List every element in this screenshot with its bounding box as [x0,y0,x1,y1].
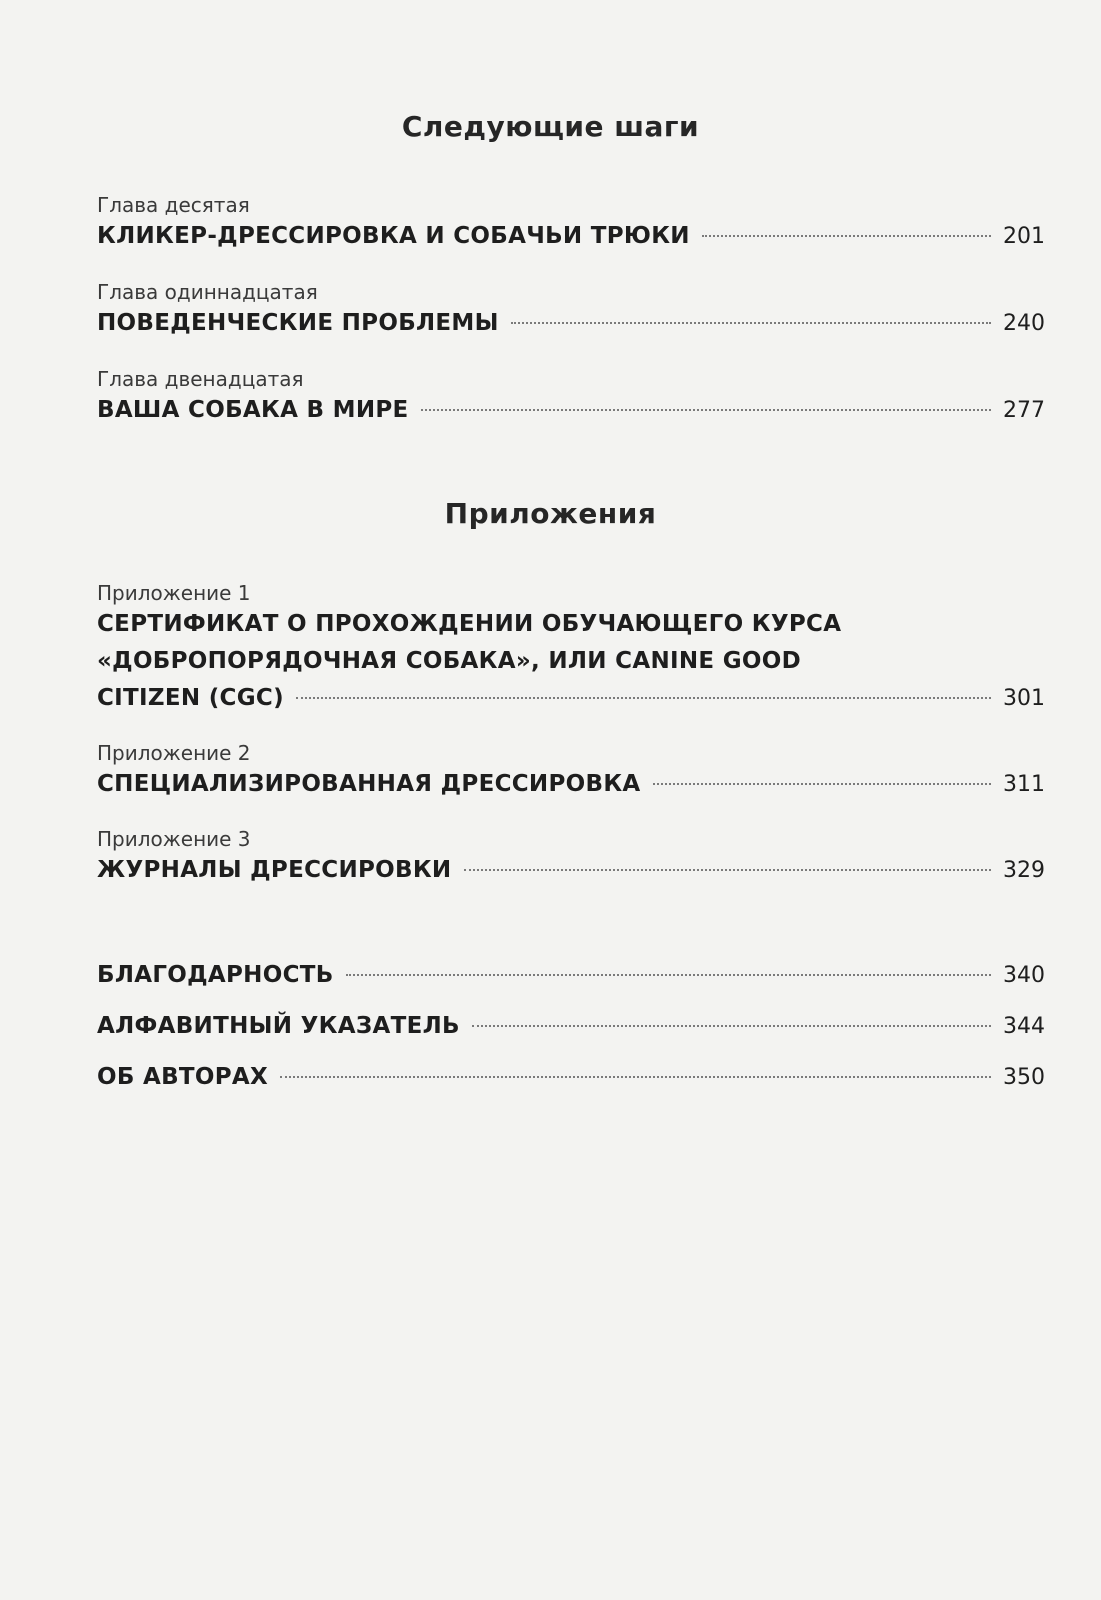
appendix-title: ЖУРНАЛЫ ДРЕССИРОВКИ [97,857,452,883]
section-title-next-steps: Следующие шаги [401,110,700,143]
toc-entry-acknowledgements[interactable] [97,957,1045,994]
toc-row [97,957,1045,994]
appendix-title-line-1: СЕРТИФИКАТ О ПРОХОЖДЕНИИ ОБУЧАЮЩЕГО КУРСА [97,611,842,637]
appendix-title: СПЕЦИАЛИЗИРОВАННАЯ ДРЕССИРОВКА [97,771,641,797]
page-number: 240 [1003,311,1045,336]
page-number: 329 [1003,858,1045,883]
back-matter-title: БЛАГОДАРНОСТЬ [97,962,334,988]
toc-entry-chapter-10[interactable] [97,192,1045,255]
chapter-title: КЛИКЕР-ДРЕССИРОВКА И СОБАЧЬИ ТРЮКИ [97,223,690,249]
toc-row [97,766,1045,803]
page-number: 311 [1003,772,1045,797]
section-title-appendices: Приложения [444,497,657,530]
toc-entry-about-authors[interactable] [97,1059,1045,1096]
appendix-title-line-3: CITIZEN (CGC) [97,685,284,711]
dot-leader [511,322,991,324]
appendix-label: Приложение 2 [97,741,251,765]
chapter-label: Глава одиннадцатая [97,280,318,304]
toc-row [97,218,1045,255]
dot-leader [421,409,991,411]
dot-leader [472,1025,991,1027]
appendix-title-line-2: «ДОБРОПОРЯДОЧНАЯ СОБАКА», ИЛИ CANINE GOOD [97,648,801,674]
appendix-label: Приложение 3 [97,827,251,851]
page-number: 344 [1003,1014,1045,1039]
page-number: 340 [1003,963,1045,988]
dot-leader [653,783,991,785]
toc-row [97,1059,1045,1096]
page-number: 301 [1003,686,1045,711]
appendix-label: Приложение 1 [97,581,251,605]
toc-entry-chapter-12[interactable] [97,366,1045,429]
toc-row [97,852,1045,889]
dot-leader [702,235,991,237]
toc-entry-appendix-3[interactable] [97,826,1045,889]
page-number: 201 [1003,224,1045,249]
page-number: 350 [1003,1065,1045,1090]
chapter-title: ВАША СОБАКА В МИРЕ [97,397,409,423]
toc-entry-chapter-11[interactable] [97,279,1045,342]
toc-entry-appendix-1[interactable] [97,580,1045,717]
toc-row [97,680,1045,717]
dot-leader [464,869,992,871]
chapter-label: Глава десятая [97,193,250,217]
chapter-label: Глава двенадцатая [97,367,304,391]
toc-entry-appendix-2[interactable] [97,740,1045,803]
page-number: 277 [1003,398,1045,423]
toc-row [97,392,1045,429]
back-matter-title: ОБ АВТОРАХ [97,1064,269,1090]
toc-row [97,1008,1045,1045]
dot-leader [296,697,991,699]
toc-row [97,305,1045,342]
chapter-title: ПОВЕДЕНЧЕСКИЕ ПРОБЛЕМЫ [97,310,499,336]
dot-leader [280,1076,991,1078]
toc-entry-index[interactable] [97,1008,1045,1045]
dot-leader [346,974,991,976]
back-matter-title: АЛФАВИТНЫЙ УКАЗАТЕЛЬ [97,1013,460,1039]
